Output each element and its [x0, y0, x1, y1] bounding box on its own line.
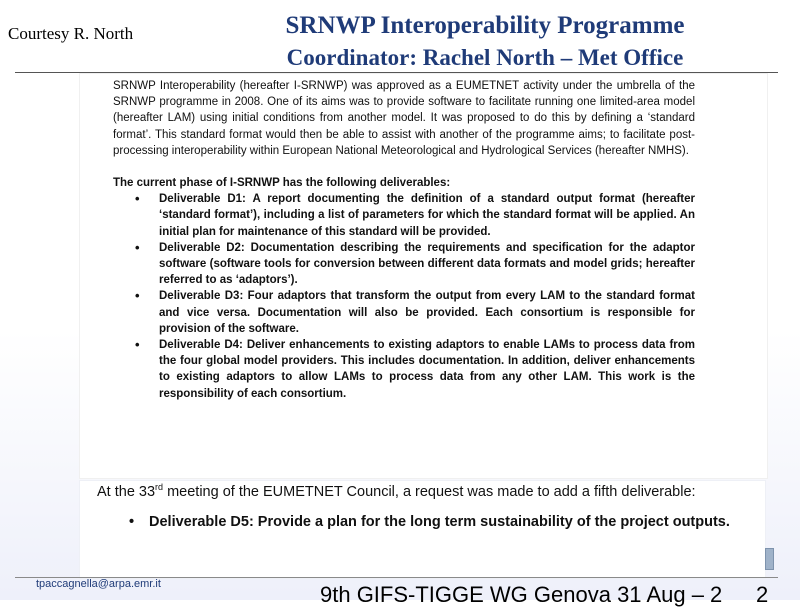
document-excerpt-2 — [80, 481, 765, 578]
title-line-2: Coordinator: Rachel North – Met Office — [286, 45, 684, 70]
event-footer: 9th GIFS-TIGGE WG Genova 31 Aug – 2 — [320, 582, 723, 607]
deliverable-d1: • Deliverable D1: A report documenting the definition of a standard output format (hereafter ‘standard format’), including a list of parameters for which the standard format will be applied. An initial plan for maintenance of this standard will be provided. — [113, 191, 695, 240]
side-tab-marker — [765, 548, 774, 570]
deliverable-d4: • Deliverable D4: Deliver enhancements to existing adaptors to enable LAMs to process data from the four global model providers. This includes documentation. In addition, deliver enhancements to existing adaptors to allow LAMs to process data from any other LAM. This work is the responsibility of each consortium. — [113, 337, 695, 402]
page-number: 2 — [756, 582, 769, 607]
intro-paragraph: SRNWP Interoperability (hereafter I-SRNWP) was approved as a EUMETNET activity under the umbrella of the SRNWP programme in 2008. One of its aims was to provide software to facilitate running one limited-area model (hereafter LAM) using initial conditions from another model. It was proposed to do this by defining a ‘standard format’. This standard format would then be able to assist with another of the programme aims; to facilitate post-processing interoperability within European National Meteorological and Hydrological Services (hereafter NMHS). — [113, 80, 695, 157]
deliverable-d3: • Deliverable D3: Four adaptors that transform the output from every LAM to the standard format and vice versa. Documentation will also be provided. Each consortium is responsible for provision of the software. — [113, 288, 695, 337]
council-text-b: meeting of the EUMETNET Council, a request was made to add a fifth deliverable: — [163, 484, 696, 500]
title-line-1: SRNWP Interoperability Programme — [285, 12, 685, 39]
deliverable-d2: • Deliverable D2: Documentation describing the requirements and specification for the adaptor software (software tools for conversion between different data formats and model grids; hereafter referred to as ‘adaptors’). — [113, 240, 695, 289]
slide-title — [200, 10, 770, 74]
phase-heading: The current phase of I-SRNWP has the following deliverables: — [113, 177, 451, 190]
deliverable-d5: • Deliverable D5: Provide a plan for the long term sustainability of the project outputs. — [97, 513, 749, 531]
courtesy-credit: Courtesy R. North — [8, 24, 134, 43]
header-divider — [15, 72, 778, 73]
deliverables-list — [113, 191, 695, 402]
author-email: tpaccagnella@arpa.emr.it — [36, 578, 161, 590]
council-text-a: At the 33 — [97, 484, 156, 500]
council-paragraph — [97, 483, 749, 501]
deliverable-d5-list — [97, 513, 749, 531]
ordinal-suffix: rd — [155, 482, 164, 493]
document-excerpt-1 — [80, 74, 767, 478]
